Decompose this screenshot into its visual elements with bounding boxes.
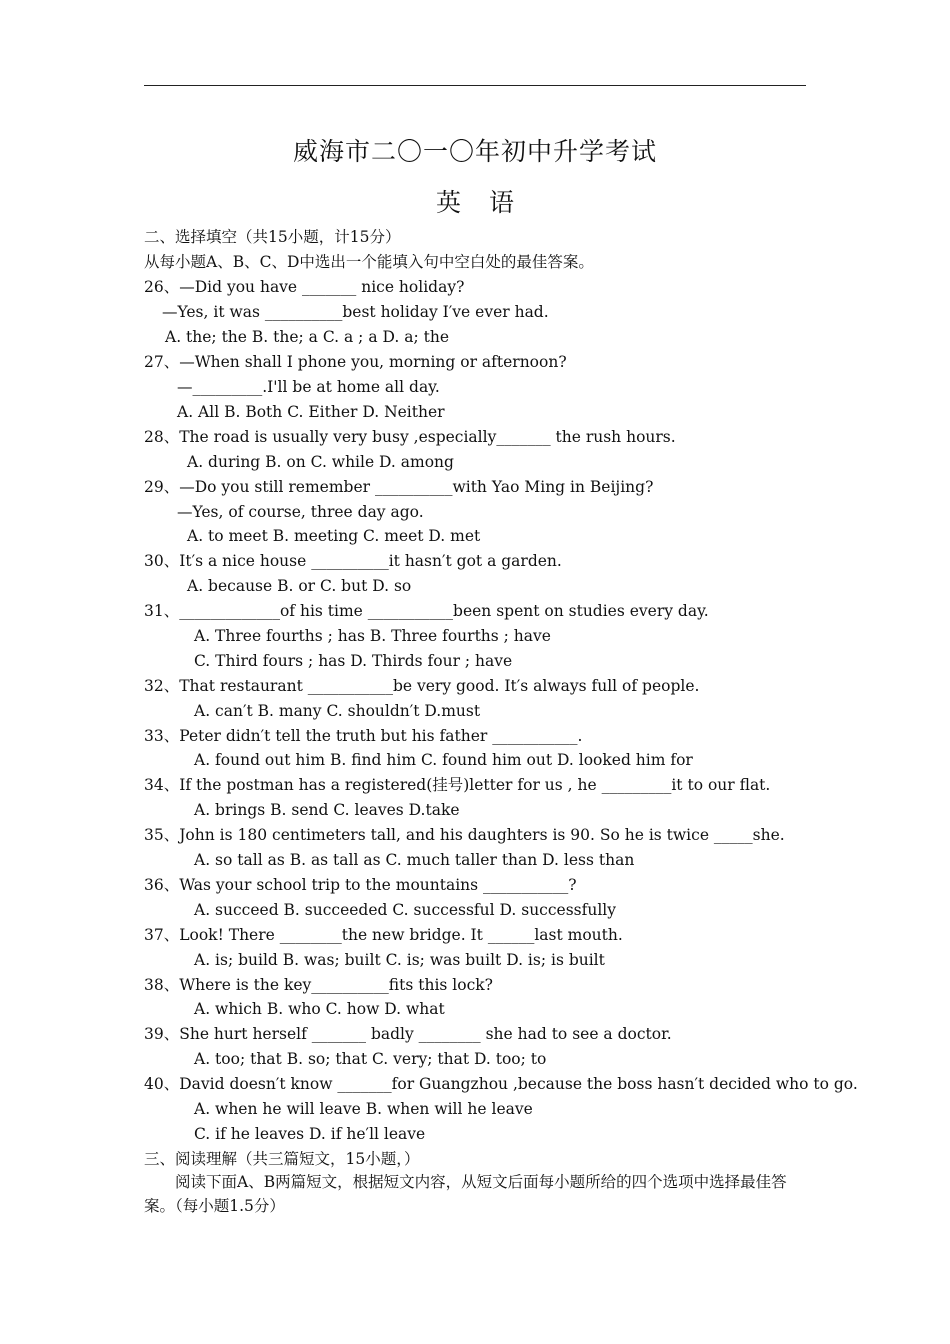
text-line: A. which B. who C. how D. what [194, 1000, 445, 1018]
text-line: A. because B. or C. but D. so [187, 577, 412, 595]
text-line: A. succeed B. succeeded C. successful D. successfully [194, 901, 617, 919]
text-line: A. found out him B. find him C. found him out D. looked him for [194, 751, 693, 769]
text-line: A. during B. on C. while D. among [187, 453, 454, 471]
text-line: 32、That restaurant ___________be very good. It′s always full of people. [144, 677, 700, 695]
text-line: —_________.I'll be at home all day. [177, 378, 440, 396]
header-rule [144, 85, 806, 86]
text-line: A. so tall as B. as tall as C. much taller than D. less than [194, 851, 635, 869]
text-line: A. when he will leave B. when will he leave [194, 1100, 533, 1118]
text-line: A. to meet B. meeting C. meet D. met [187, 527, 481, 545]
text-line: A. the; the B. the; a C. a ; a D. a; the [165, 328, 449, 346]
text-line: C. Third fours ; has D. Thirds four ; have [194, 652, 513, 670]
text-line: 35、John is 180 centimeters tall, and his daughters is 90. So he is twice _____she. [144, 826, 785, 844]
text-line: —Yes, of course, three day ago. [177, 503, 424, 521]
text-line: 31、_____________of his time ___________been spent on studies every day. [144, 602, 709, 620]
text-line: 30、It′s a nice house __________it hasn′t got a garden. [144, 552, 562, 570]
text-line: C. if he leaves D. if he′ll leave [194, 1125, 426, 1143]
text-line: A. Three fourths ; has B. Three fourths ; have [194, 627, 551, 645]
text-line: A. is; build B. was; built C. is; was built D. is; is built [194, 951, 605, 969]
exam-title: 威海市二〇一〇年初中升学考试 [292, 137, 657, 166]
text-line: 三、阅读理解（共三篇短文，15小题，） [144, 1150, 420, 1168]
text-line: 从每小题A、B、C、D中选出一个能填入句中空白处的最佳答案。 [144, 253, 594, 271]
text-line: 26、—Did you have _______ nice holiday? [144, 278, 465, 296]
text-line: 27、—When shall I phone you, morning or afternoon? [144, 353, 567, 371]
text-line: —Yes, it was __________best holiday I′ve ever had. [162, 303, 549, 321]
exam-subject: 英语 [435, 188, 542, 217]
text-line: 二、选择填空（共15小题，计15分） [144, 228, 401, 246]
text-line: A. All B. Both C. Either D. Neither [177, 403, 445, 421]
text-line: 29、—Do you still remember __________with Yao Ming in Beijing? [144, 478, 654, 496]
text-line: 37、Look! There ________the new bridge. It ______last mouth. [144, 926, 623, 944]
text-line: 36、Was your school trip to the mountains ___________? [144, 876, 577, 894]
text-line: 34、If the postman has a registered(挂号)letter for us , he _________it to our flat. [144, 776, 771, 794]
text-line: 38、Where is the key__________fits this lock? [144, 976, 493, 994]
text-line: 39、She hurt herself _______ badly ________ she had to see a doctor. [144, 1025, 672, 1043]
text-line: 40、David doesn′t know _______for Guangzhou ,because the boss hasn′t decided who to go. [144, 1075, 858, 1093]
text-line: A. brings B. send C. leaves D.take [194, 801, 460, 819]
text-line: A. can′t B. many C. shouldn′t D.must [194, 702, 481, 720]
text-line: 33、Peter didn′t tell the truth but his father ___________. [144, 727, 583, 745]
text-line: A. too; that B. so; that C. very; that D. too; to [194, 1050, 547, 1068]
reading-instructions: 阅读下面A、B两篇短文，根据短文内容，从短文后面每小题所给的四个选项中选择最佳答案。（每小题1.5分） [144, 1173, 787, 1215]
text-line: 28、The road is usually very busy ,especially_______ the rush hours. [144, 428, 676, 446]
